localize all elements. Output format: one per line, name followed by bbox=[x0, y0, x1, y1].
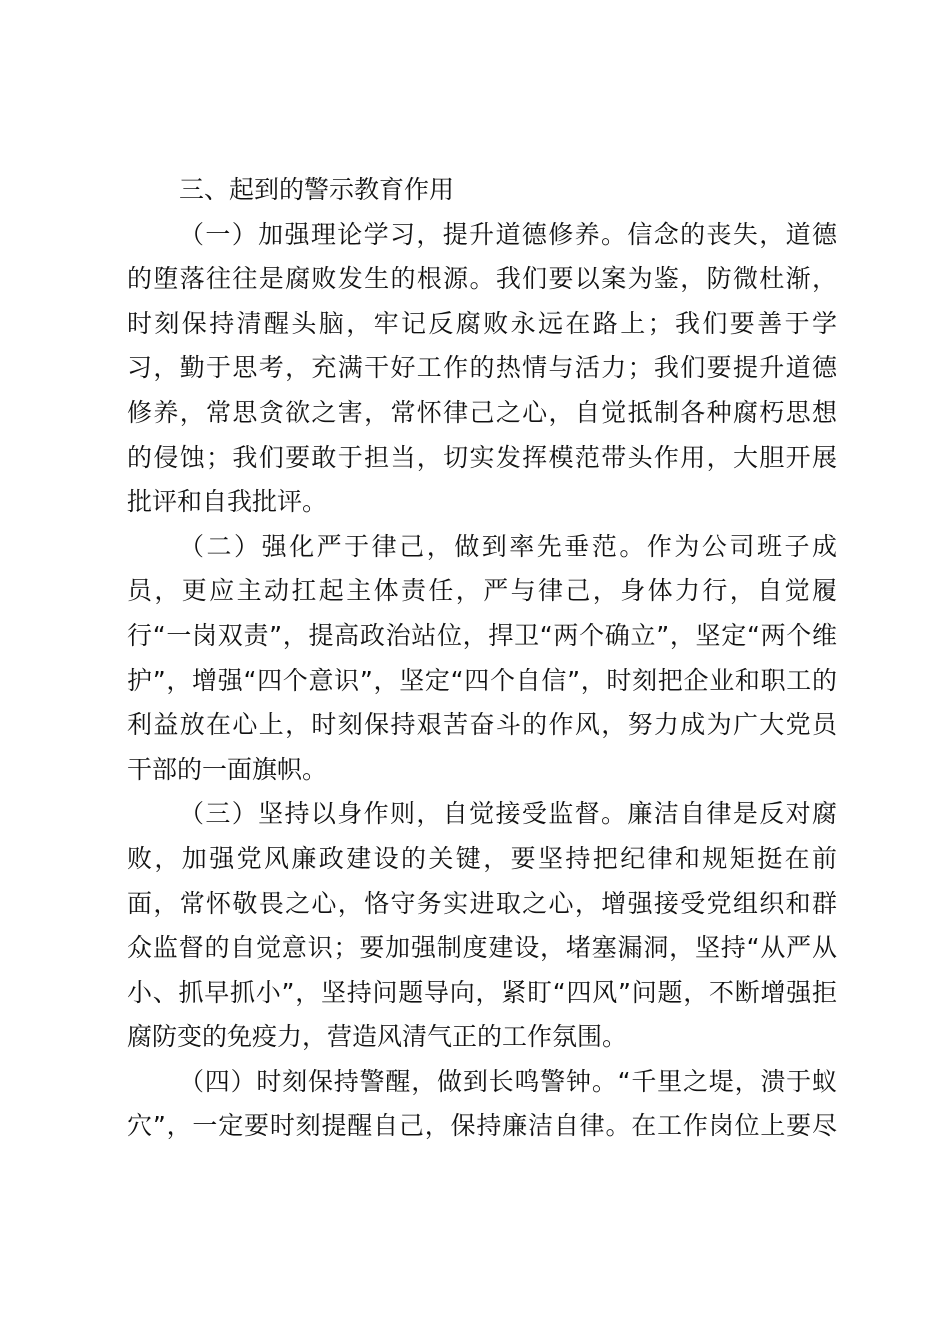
paragraph-line: （三）坚持以身作则，自觉接受监督。廉洁自律是反对腐 bbox=[179, 799, 837, 829]
section-heading: 三、起到的警示教育作用 bbox=[179, 175, 455, 204]
paragraph-line: 的堕落往往是腐败发生的根源。我们要以案为鉴，防微杜渐， bbox=[127, 264, 837, 294]
paragraph-line: 习，勤于思考，充满干好工作的热情与活力；我们要提升道德 bbox=[127, 353, 837, 383]
paragraph-line: 败，加强党风廉政建设的关键，要坚持把纪律和规矩挺在前 bbox=[127, 843, 837, 873]
paragraph-4 bbox=[127, 1060, 837, 1149]
paragraph-line: 员，更应主动扛起主体责任，严与律己，身体力行，自觉履 bbox=[127, 576, 837, 606]
paragraph-line: 利益放在心上，时刻保持艰苦奋斗的作风，努力成为广大党员 bbox=[127, 710, 837, 740]
paragraph-line: 时刻保持清醒头脑，牢记反腐败永远在路上；我们要善于学 bbox=[127, 308, 837, 338]
paragraph-line: 腐防变的免疫力，营造风清气正的工作氛围。 bbox=[127, 1022, 628, 1052]
paragraph-line: 穴”，一定要时刻提醒自己，保持廉洁自律。在工作岗位上要尽 bbox=[127, 1111, 837, 1141]
paragraph-line: （二）强化严于律己，做到率先垂范。作为公司班子成 bbox=[179, 531, 837, 561]
paragraph-line: 面，常怀敬畏之心，恪守务实进取之心，增强接受党组织和群 bbox=[127, 888, 837, 918]
document-body bbox=[127, 168, 837, 1149]
paragraph-line: 行“一岗双责”，提高政治站位，捍卫“两个确立”，坚定“两个维 bbox=[127, 620, 837, 650]
paragraph-line: （一）加强理论学习，提升道德修养。信念的丧失，道德 bbox=[179, 219, 837, 249]
paragraph-3 bbox=[127, 792, 837, 1060]
paragraph-line: （四）时刻保持警醒，做到长鸣警钟。“千里之堤，溃于蚁 bbox=[179, 1066, 837, 1096]
paragraph-line: 干部的一面旗帜。 bbox=[127, 754, 328, 784]
paragraph-line: 的侵蚀；我们要敢于担当，切实发挥模范带头作用，大胆开展 bbox=[127, 442, 837, 472]
paragraph-line: 修养，常思贪欲之害，常怀律己之心，自觉抵制各种腐朽思想 bbox=[127, 397, 837, 427]
paragraph-1 bbox=[127, 213, 837, 525]
paragraph-line: 小、抓早抓小”，坚持问题导向，紧盯“四风”问题，不断增强拒 bbox=[127, 977, 837, 1007]
paragraph-line: 护”，增强“四个意识”，坚定“四个自信”，时刻把企业和职工的 bbox=[127, 665, 837, 695]
paragraph-line: 众监督的自觉意识；要加强制度建设，堵塞漏洞，坚持“从严从 bbox=[127, 933, 837, 963]
paragraph-line: 批评和自我批评。 bbox=[127, 487, 328, 517]
paragraph-2 bbox=[127, 525, 837, 793]
